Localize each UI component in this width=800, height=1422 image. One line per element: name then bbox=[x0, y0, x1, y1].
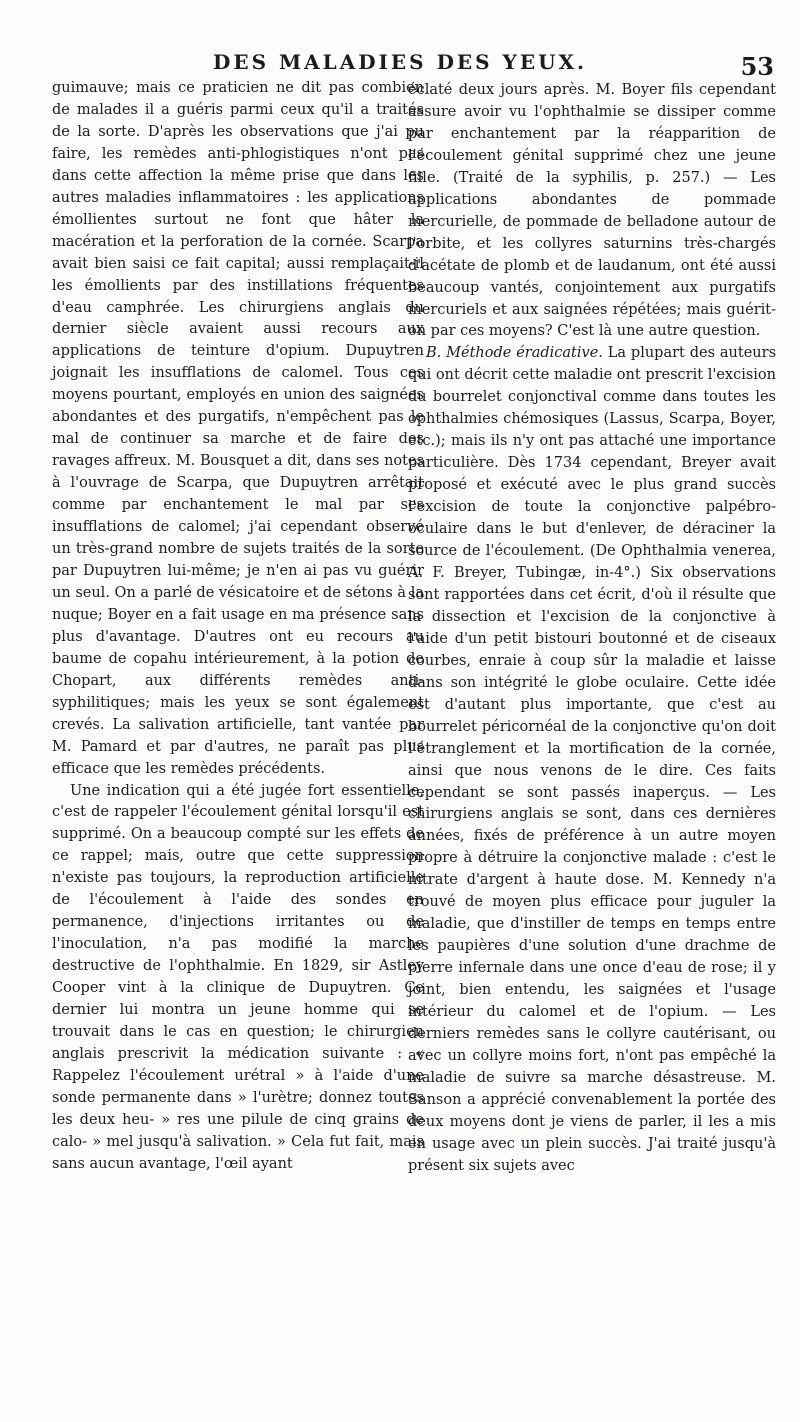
page-number: 53 bbox=[740, 52, 774, 81]
right-paragraph-1: éclaté deux jours après. M. Boyer fils cependant assure avoir vu l'ophthalmie se dissiper comme par enchantement par la réapparition de l'écoulement génital supprimé chez une jeune fille. (Traité de la syphilis, p. 257.) — Les applications abondantes de pommade mercurielle, de pommade de belladone autour de l'orbite, et les collyres saturnins très-chargés d'acétate de plomb et de laudanum, ont été aussi beaucoup vantés, conjointement aux purgatifs mercuriels et aux saignées répétées; mais guérit-on par ces moyens? C'est là une autre question. bbox=[408, 82, 776, 340]
left-paragraph-2: Une indication qui a été jugée fort essentielle, c'est de rappeler l'écoulement génital lorsqu'il est supprimé. On a beaucoup compté sur les effets de ce rappel; mais, outre que cette suppression n'existe pas toujours, la reproduction artificielle de l'écoulement à l'aide des sondes en permanence, d'injections irritantes ou de l'inoculation, n'a pas modifié la marche destructive de l'ophthalmie. En 1829, sir Astley Cooper vint à la clinique de Dupuytren. Ce dernier lui montra un jeune homme qui se trouvait dans le cas en question; le chirurgien anglais prescrivit la médication suivante : « Rappelez l'écoulement urétral » à l'aide d'une sonde permanente dans » l'urètre; donnez toutes les deux heu- » res une pilule de cinq grains de calo- » mel jusqu'à salivation. » Cela fut fait, mais sans aucun avantage, l'œil ayant bbox=[52, 782, 424, 1172]
section-heading: B. Méthode éradicative. bbox=[426, 345, 603, 362]
running-title: DES MALADIES DES YEUX. bbox=[212, 50, 588, 74]
left-column bbox=[52, 78, 424, 1176]
right-paragraph-2-text: La plupart des auteurs qui ont décrit cette maladie ont prescrit l'excision du bourrelet conjonctival comme dans toutes les ophthalmies chémosiques (Lassus, Scarpa, Boyer, etc.); mais ils n'y ont pas attaché une importance particulière. Dès 1734 cependant, Breyer avait proposé et exécuté avec le plus grand succès l'excision de toute la conjonctive palpébro-oculaire dans le but d'enlever, de déraciner la source de l'écoulement. (De Ophthalmia venerea, A. F. Breyer, Tubingæ, in-4°.) Six observations sont rapportées dans cet écrit, d'où il résulte que la dissection et l'excision de la conjonctive à l'aide d'un petit bistouri boutonné et de ciseaux courbes, enraie à coup sûr la maladie et laisse dans son intégrité le globe oculaire. Cette idée est d'autant plus importante, que c'est au bourrelet péricornéal de la conjonctive qu'on doit l'étranglement et la mortification de la cornée, ainsi que nous venons de le dire. Ces faits cependant se sont passés inaperçus. — Les chirurgiens anglais se sont, dans ces dernières années, fixés de préférence à un autre moyen propre à détruire la conjonctive malade : c'est le nitrate d'argent à haute dose. M. Kennedy n'a trouvé de moyen plus efficace pour juguler la maladie, que d'instiller de temps en temps entre les paupières d'une solution d'une drachme de pierre infernale dans une once d'eau de rose; il y joint, bien entendu, les saignées et l'usage intérieur du calomel et de l'opium. — Les derniers remèdes sans le collyre cautérisant, ou avec un collyre moins fort, n'ont pas empêché la maladie de suivre sa marche désastreuse. M. Sanson a apprécié convenablement la portée des deux moyens dont je viens de parler, il les a mis en usage avec un plein succès. J'ai traité jusqu'à présent six sujets avec bbox=[408, 345, 777, 1174]
right-column bbox=[408, 80, 776, 1178]
left-paragraph-1: guimauve; mais ce praticien ne dit pas combien de malades il a guéris parmi ceux qu'il a traités de la sorte. D'après les observations que j'ai pu faire, les remèdes anti-phlogistiques n'ont pas dans cette affection la même prise que dans les autres maladies inflammatoires : les applications émollientes surtout ne font que hâter la macération et la perforation de la cornée. Scarpa avait bien saisi ce fait capital; aussi remplaçait-il les émollients par des instillations fréquentes d'eau camphrée. Les chirurgiens anglais du dernier siècle avaient aussi recours aux applications de teinture d'opium. Dupuytren joignait les insufflations de calomel. Tous ces moyens pourtant, employés en union des saignées abondantes et des purgatifs, n'empêchent pas le mal de continuer sa marche et de faire des ravages affreux. M. Bousquet a dit, dans ses notes à l'ouvrage de Scarpa, que Dupuytren arrêtait comme par enchantement le mal par ses insufflations de calomel; j'ai cependant observé un très-grand nombre de sujets traités de la sorte par Dupuytren lui-même; je n'en ai pas vu guérir un seul. On a parlé de vésicatoire et de sétons à la nuque; Boyer en a fait usage en ma présence sans plus d'avantage. D'autres ont eu recours au baume de copahu intérieurement, à la potion de Chopart, aux différents remèdes anti-syphilitiques; mais les yeux se sont également crevés. La salivation artificielle, tant vantée par M. Pamard et par d'autres, ne paraît pas plus efficace que les remèdes précédents. bbox=[52, 80, 424, 777]
right-paragraph-2 bbox=[408, 343, 776, 1177]
